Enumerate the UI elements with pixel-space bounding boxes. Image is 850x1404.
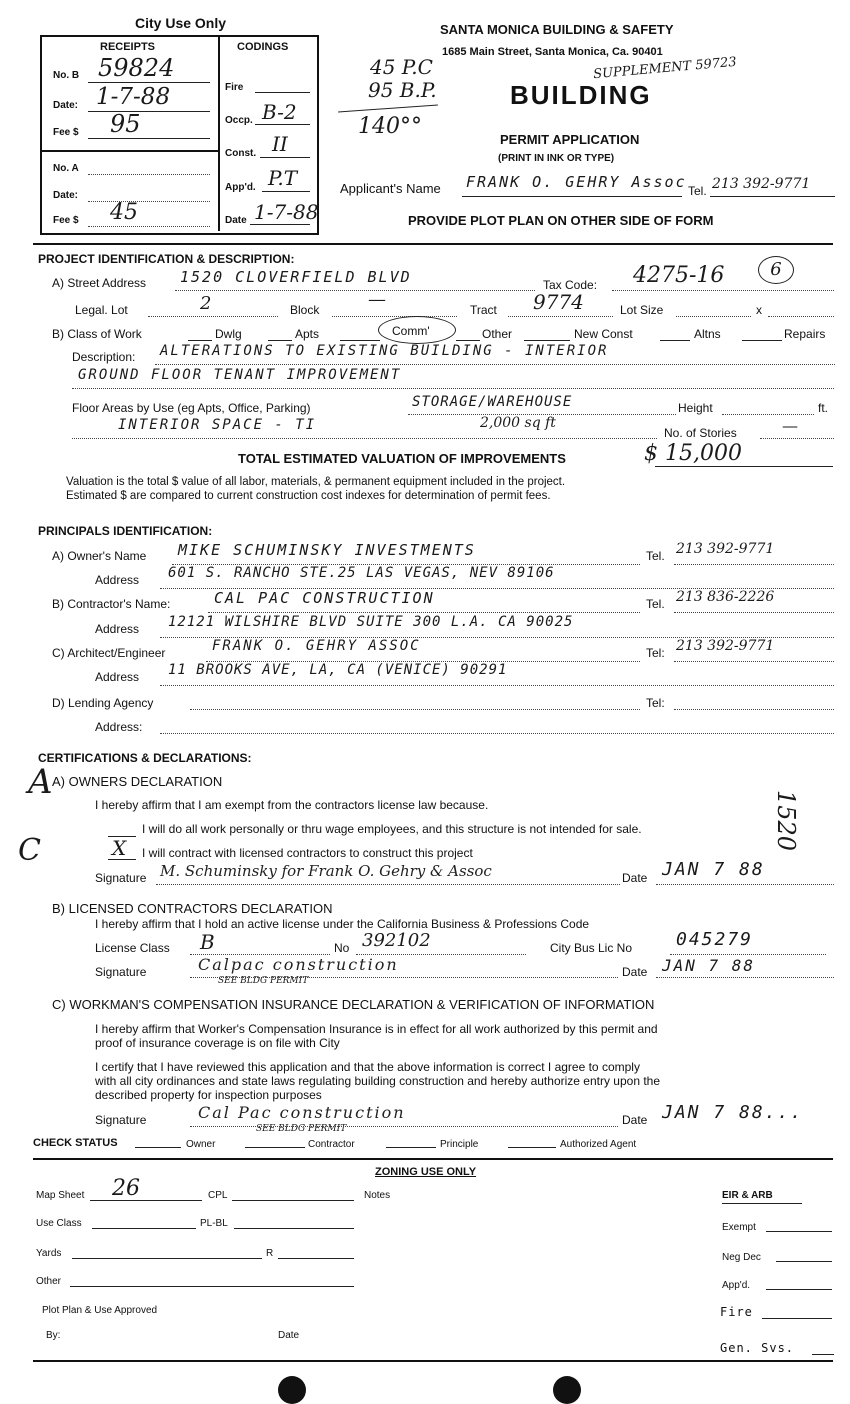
class-apts-option: Apts bbox=[295, 327, 320, 341]
contractors-declaration-text: I hereby affirm that I hold an active license under the California Business & Professions Code bbox=[95, 917, 590, 931]
class-comm-option: Comm' bbox=[392, 324, 430, 338]
applicant-name-line bbox=[462, 196, 682, 197]
lot-size-label: Lot Size bbox=[620, 303, 664, 317]
contractor-name-label: B) Contractor's Name: bbox=[52, 597, 171, 611]
contractors-declaration-heading: B) LICENSED CONTRACTORS DECLARATION bbox=[52, 901, 333, 916]
workmans-comp-text-5: described property for inspection purposes bbox=[95, 1088, 322, 1102]
valuation-value: $ 15,000 bbox=[644, 441, 742, 466]
owners-signature-line bbox=[156, 884, 620, 885]
exempt-label: Exempt bbox=[722, 1222, 756, 1233]
lending-tel-line bbox=[674, 709, 834, 710]
tax-code-label: Tax Code: bbox=[543, 278, 598, 292]
margin-mark-a: A bbox=[28, 762, 53, 802]
fee-note-2: 95 B.P. bbox=[368, 78, 437, 102]
neg-dec-line bbox=[776, 1261, 832, 1262]
applicant-tel-label: Tel. bbox=[688, 184, 707, 198]
street-address-line bbox=[175, 290, 535, 291]
class-other-line bbox=[456, 340, 480, 341]
pl-bl-label: PL-BL bbox=[200, 1218, 228, 1229]
zoning-top-rule bbox=[33, 1158, 833, 1160]
form-title: BUILDING bbox=[510, 80, 652, 110]
coding-occp-value: B-2 bbox=[262, 100, 297, 124]
tax-code-circle: 6 bbox=[758, 256, 794, 284]
architect-tel-line bbox=[674, 661, 834, 662]
use-class-line bbox=[92, 1228, 196, 1229]
legal-lot-label: Legal. Lot bbox=[75, 303, 128, 317]
workmans-comp-text-2: proof of insurance coverage is on file with City bbox=[95, 1036, 340, 1050]
coding-fire-label: Fire bbox=[225, 82, 244, 93]
city-use-only-label: City Use Only bbox=[135, 15, 227, 31]
lending-address-label: Address: bbox=[95, 720, 143, 734]
receipt-no-a-line bbox=[88, 174, 210, 175]
principals-heading: PRINCIPALS IDENTIFICATION: bbox=[38, 524, 213, 538]
coding-appd-line bbox=[262, 191, 310, 192]
contractors-date-value: JAN 7 88 bbox=[662, 956, 756, 975]
contractor-tel-line bbox=[674, 612, 834, 613]
contractors-date-label: Date bbox=[622, 965, 648, 979]
zoning-heading: ZONING USE ONLY bbox=[375, 1166, 477, 1178]
class-dwlg-option: Dwlg bbox=[215, 327, 242, 341]
contractor-address-label: Address bbox=[95, 622, 140, 636]
department-address: 1685 Main Street, Santa Monica, Ca. 90401 bbox=[442, 46, 663, 58]
owner-tel-value: 213 392-9771 bbox=[676, 541, 775, 557]
lending-agency-line bbox=[190, 709, 640, 710]
workmans-signature-label: Signature bbox=[95, 1113, 147, 1127]
coding-appd-value: P.T bbox=[268, 166, 298, 190]
plot-plan-approved-label: Plot Plan & Use Approved bbox=[42, 1305, 158, 1316]
class-comm-line bbox=[340, 340, 380, 341]
owner-tel-label: Tel. bbox=[646, 549, 665, 563]
receipt-date1-value: 1-7-88 bbox=[96, 84, 171, 110]
stories-value: — bbox=[782, 416, 798, 435]
contractors-signature-note: SEE BLDG PERMIT bbox=[218, 976, 309, 986]
appd-label: App'd. bbox=[722, 1280, 751, 1291]
receipt-date1-label: Date: bbox=[53, 100, 79, 111]
map-sheet-label: Map Sheet bbox=[36, 1190, 85, 1201]
floor-areas-rule-2 bbox=[72, 438, 657, 439]
block-label: Block bbox=[290, 303, 320, 317]
workmans-signature-line bbox=[190, 1126, 618, 1127]
class-of-work-label: B) Class of Work bbox=[52, 327, 142, 341]
contractor-tel-label: Tel. bbox=[646, 597, 665, 611]
applicant-name-value: FRANK O. GEHRY Assoc bbox=[466, 173, 687, 191]
status-principle: Principle bbox=[440, 1139, 479, 1150]
owners-date-label: Date bbox=[622, 871, 648, 885]
height-line bbox=[722, 414, 814, 415]
status-contractor-line bbox=[245, 1147, 305, 1148]
box-divider bbox=[218, 37, 220, 231]
status-agent-line bbox=[508, 1147, 556, 1148]
coding-appd-label: App'd. bbox=[225, 182, 256, 193]
fee-note-1: 45 P.C bbox=[370, 55, 433, 79]
receipt-separator bbox=[42, 150, 218, 152]
status-owner: Owner bbox=[186, 1139, 216, 1150]
workmans-signature-note: SEE BLDG PERMIT bbox=[256, 1124, 347, 1134]
owners-signature-label: Signature bbox=[95, 871, 147, 885]
coding-const-value: II bbox=[272, 132, 288, 156]
status-owner-line bbox=[135, 1147, 181, 1148]
applicant-name-label: Applicant's Name bbox=[340, 181, 441, 196]
yards-line bbox=[72, 1258, 262, 1259]
architect-tel-label: Tel: bbox=[646, 646, 665, 660]
owners-date-value: JAN 7 88 bbox=[662, 859, 765, 880]
owner-name-value: MIKE SCHUMINSKY INVESTMENTS bbox=[178, 541, 476, 559]
tract-label: Tract bbox=[470, 303, 497, 317]
receipt-fee2-value: 45 bbox=[110, 200, 138, 225]
margin-mark-c: C bbox=[18, 833, 41, 868]
contractor-tel-value: 213 836-2226 bbox=[676, 589, 775, 605]
receipts-heading: RECEIPTS bbox=[100, 41, 156, 53]
coding-date-label: Date bbox=[225, 215, 247, 226]
gen-svs-label: Gen. Svs. bbox=[720, 1341, 795, 1355]
architect-name-value: FRANK O. GEHRY ASSOC bbox=[212, 638, 421, 654]
height-label: Height bbox=[678, 401, 713, 415]
architect-address-line bbox=[160, 685, 834, 686]
architect-address-label: Address bbox=[95, 670, 140, 684]
print-note: (PRINT IN INK OR TYPE) bbox=[498, 153, 615, 164]
coding-const-label: Const. bbox=[225, 148, 257, 159]
floor-areas-value-3: 2,000 sq ft bbox=[480, 415, 556, 431]
owner-tel-line bbox=[674, 564, 834, 565]
receipt-fee2-label: Fee $ bbox=[53, 215, 79, 226]
legal-lot-line bbox=[148, 316, 278, 317]
receipt-no-a-label: No. A bbox=[53, 163, 79, 174]
tract-value: 9774 bbox=[533, 290, 584, 314]
receipt-no-b-label: No. B bbox=[53, 70, 80, 81]
block-value: — bbox=[368, 289, 386, 310]
lot-size-line-1 bbox=[676, 316, 751, 317]
description-label: Description: bbox=[72, 350, 136, 364]
contractors-date-line bbox=[656, 977, 834, 978]
status-authorized-agent: Authorized Agent bbox=[560, 1139, 637, 1150]
contractors-signature-value: Calpac construction bbox=[198, 955, 399, 974]
fire-line bbox=[762, 1318, 832, 1319]
owner-name-label: A) Owner's Name bbox=[52, 549, 147, 563]
owners-signature-value: M. Schuminsky for Frank O. Gehry & Assoc bbox=[160, 862, 492, 880]
license-no-value: 392102 bbox=[362, 930, 431, 951]
contractor-address-value: 12121 WILSHIRE BLVD SUITE 300 L.A. CA 90025 bbox=[168, 614, 574, 630]
class-altns-option: Altns bbox=[694, 327, 721, 341]
tract-line bbox=[508, 316, 613, 317]
receipt-no-b-line bbox=[88, 82, 210, 83]
applicant-tel-value: 213 392-9771 bbox=[712, 176, 811, 192]
supplement-note: SUPPLEMENT 59723 bbox=[592, 54, 738, 83]
approved-by-label: By: bbox=[46, 1330, 61, 1341]
architect-address-value: 11 BROOKS AVE, LA, CA (VENICE) 90291 bbox=[168, 662, 508, 678]
project-heading: PROJECT IDENTIFICATION & DESCRIPTION: bbox=[38, 252, 295, 266]
floor-areas-label: Floor Areas by Use (eg Apts, Office, Parking) bbox=[72, 401, 311, 415]
map-sheet-value: 26 bbox=[112, 1176, 140, 1201]
class-repairs-line bbox=[742, 340, 782, 341]
owners-option-2: I will contract with licensed contractors to construct this project bbox=[142, 846, 473, 860]
license-class-value: B bbox=[200, 930, 215, 954]
class-other-option: Other bbox=[482, 327, 513, 341]
contractor-name-value: CAL PAC CONSTRUCTION bbox=[214, 589, 435, 607]
eir-arb-heading: EIR & ARB bbox=[722, 1190, 773, 1201]
check-status-label: CHECK STATUS bbox=[33, 1137, 118, 1149]
legal-lot-value: 2 bbox=[200, 293, 212, 314]
owner-address-label: Address bbox=[95, 573, 140, 587]
owners-declaration-text: I hereby affirm that I am exempt from the contractors license law because. bbox=[95, 798, 489, 812]
exempt-line bbox=[766, 1231, 832, 1232]
valuation-note-2: Estimated $ are compared to current construction cost indexes for determination of permit fees. bbox=[66, 490, 551, 502]
certifications-heading: CERTIFICATIONS & DECLARATIONS: bbox=[38, 751, 252, 765]
receipt-fee2-line bbox=[88, 226, 210, 227]
tax-code-value: 4275-16 bbox=[633, 263, 725, 288]
class-dwlg-line bbox=[188, 340, 212, 341]
workmans-date-value: JAN 7 88... bbox=[662, 1102, 804, 1123]
other-line bbox=[70, 1286, 354, 1287]
owners-declaration-heading: A) OWNERS DECLARATION bbox=[52, 774, 223, 789]
valuation-label: TOTAL ESTIMATED VALUATION OF IMPROVEMENTS bbox=[238, 451, 566, 466]
lending-agency-label: D) Lending Agency bbox=[52, 696, 154, 710]
receipt-date2-label: Date: bbox=[53, 190, 79, 201]
owner-address-value: 601 S. RANCHO STE.25 LAS VEGAS, NEV 89106 bbox=[168, 565, 555, 581]
contractors-signature-label: Signature bbox=[95, 965, 147, 979]
workmans-comp-heading: C) WORKMAN'S COMPENSATION INSURANCE DECLARATION & VERIFICATION OF INFORMATION bbox=[52, 997, 655, 1012]
owners-option-1: I will do all work personally or thru wage employees, and this structure is not intended for sale. bbox=[142, 822, 642, 836]
class-repairs-option: Repairs bbox=[784, 327, 826, 341]
stories-line bbox=[760, 438, 834, 439]
city-bus-lic-label: City Bus Lic No bbox=[550, 941, 633, 955]
header-rule bbox=[33, 243, 833, 245]
receipt-date1-line bbox=[88, 111, 210, 112]
workmans-comp-text-4: with all city ordinances and state laws regulating building construction and hereby authorize entry upon the bbox=[95, 1074, 661, 1088]
status-principle-line bbox=[386, 1147, 436, 1148]
class-newconst-option: New Const bbox=[574, 327, 633, 341]
status-contractor: Contractor bbox=[308, 1139, 355, 1150]
workmans-signature-value: Cal Pac construction bbox=[198, 1103, 406, 1122]
codings-heading: CODINGS bbox=[237, 41, 289, 53]
valuation-note-1: Valuation is the total $ value of all labor, materials, & permanent equipment included in the project. bbox=[66, 476, 566, 488]
contractors-signature-line bbox=[190, 977, 618, 978]
class-newconst-line bbox=[524, 340, 570, 341]
approved-date-label: Date bbox=[278, 1330, 300, 1341]
floor-areas-value-1: STORAGE/WAREHOUSE bbox=[412, 394, 573, 410]
workmans-comp-text-1: I hereby affirm that Worker's Compensation Insurance is in effect for all work authorized by this permit and bbox=[95, 1022, 658, 1036]
city-bus-lic-value: 045279 bbox=[676, 929, 754, 950]
permit-application-title: PERMIT APPLICATION bbox=[500, 132, 640, 147]
description-rule-2 bbox=[72, 388, 834, 389]
coding-date-value: 1-7-88 bbox=[254, 200, 319, 224]
license-class-label: License Class bbox=[95, 941, 170, 955]
bottom-rule bbox=[33, 1360, 833, 1362]
r-line bbox=[278, 1258, 354, 1259]
architect-name-label: C) Architect/Engineer bbox=[52, 646, 166, 660]
valuation-line bbox=[655, 466, 833, 467]
receipt-fee1-label: Fee $ bbox=[53, 127, 79, 138]
fee-note-underline bbox=[338, 105, 438, 113]
city-bus-lic-line bbox=[670, 954, 826, 955]
contractor-name-line bbox=[208, 612, 640, 613]
coding-fire-line bbox=[255, 92, 310, 93]
owners-option-2-mark: X bbox=[112, 836, 127, 860]
fire-label: Fire bbox=[720, 1305, 753, 1319]
workmans-comp-text-3: I certify that I have reviewed this application and that the above information is correct I agree to comply bbox=[95, 1060, 640, 1074]
margin-1520: 1520 bbox=[772, 790, 800, 852]
coding-date-line bbox=[250, 224, 310, 225]
gen-svs-line bbox=[812, 1354, 834, 1355]
notes-label: Notes bbox=[364, 1190, 391, 1201]
license-no-label: No bbox=[334, 941, 350, 955]
r-label: R bbox=[266, 1248, 274, 1259]
fee-note-total: 140°° bbox=[358, 114, 422, 139]
receipt-fee1-value: 95 bbox=[110, 110, 141, 138]
lot-size-line-2 bbox=[768, 316, 834, 317]
street-address-label: A) Street Address bbox=[52, 276, 147, 290]
department-name: SANTA MONICA BUILDING & SAFETY bbox=[440, 22, 674, 37]
coding-occp-label: Occp. bbox=[225, 115, 253, 126]
cpl-label: CPL bbox=[208, 1190, 228, 1201]
yards-label: Yards bbox=[36, 1248, 62, 1259]
class-altns-line bbox=[660, 340, 690, 341]
other-label: Other bbox=[36, 1276, 62, 1287]
architect-tel-value: 213 392-9771 bbox=[676, 638, 775, 654]
lot-size-x: x bbox=[756, 303, 762, 317]
height-ft-label: ft. bbox=[818, 401, 829, 415]
receipt-fee1-line bbox=[88, 138, 210, 139]
description-line-1: ALTERATIONS TO EXISTING BUILDING - INTERIOR bbox=[160, 343, 609, 359]
eir-arb-underline bbox=[722, 1203, 802, 1204]
coding-occp-line bbox=[255, 124, 310, 125]
use-class-label: Use Class bbox=[36, 1218, 82, 1229]
class-apts-line bbox=[268, 340, 292, 341]
lending-address-line bbox=[160, 733, 834, 734]
neg-dec-label: Neg Dec bbox=[722, 1252, 761, 1263]
plot-plan-note: PROVIDE PLOT PLAN ON OTHER SIDE OF FORM bbox=[408, 213, 714, 228]
tax-code-line bbox=[612, 290, 834, 291]
receipt-no-b-value: 59824 bbox=[98, 54, 175, 82]
floor-areas-value-2: INTERIOR SPACE - TI bbox=[118, 417, 317, 433]
lending-tel-label: Tel: bbox=[646, 696, 665, 710]
workmans-date-label: Date bbox=[622, 1113, 648, 1127]
appd-line bbox=[766, 1289, 832, 1290]
cpl-line bbox=[232, 1200, 354, 1201]
map-sheet-line bbox=[90, 1200, 202, 1201]
owners-date-line bbox=[656, 884, 834, 885]
receipt-date2-line bbox=[88, 201, 210, 202]
applicant-tel-line bbox=[710, 196, 835, 197]
pl-bl-line bbox=[234, 1228, 354, 1229]
description-rule-1 bbox=[155, 364, 835, 365]
stories-label: No. of Stories bbox=[664, 426, 737, 440]
block-line bbox=[332, 316, 457, 317]
description-line-2: GROUND FLOOR TENANT IMPROVEMENT bbox=[78, 367, 402, 383]
coding-const-line bbox=[260, 157, 310, 158]
street-address-value: 1520 CLOVERFIELD BLVD bbox=[180, 268, 412, 286]
